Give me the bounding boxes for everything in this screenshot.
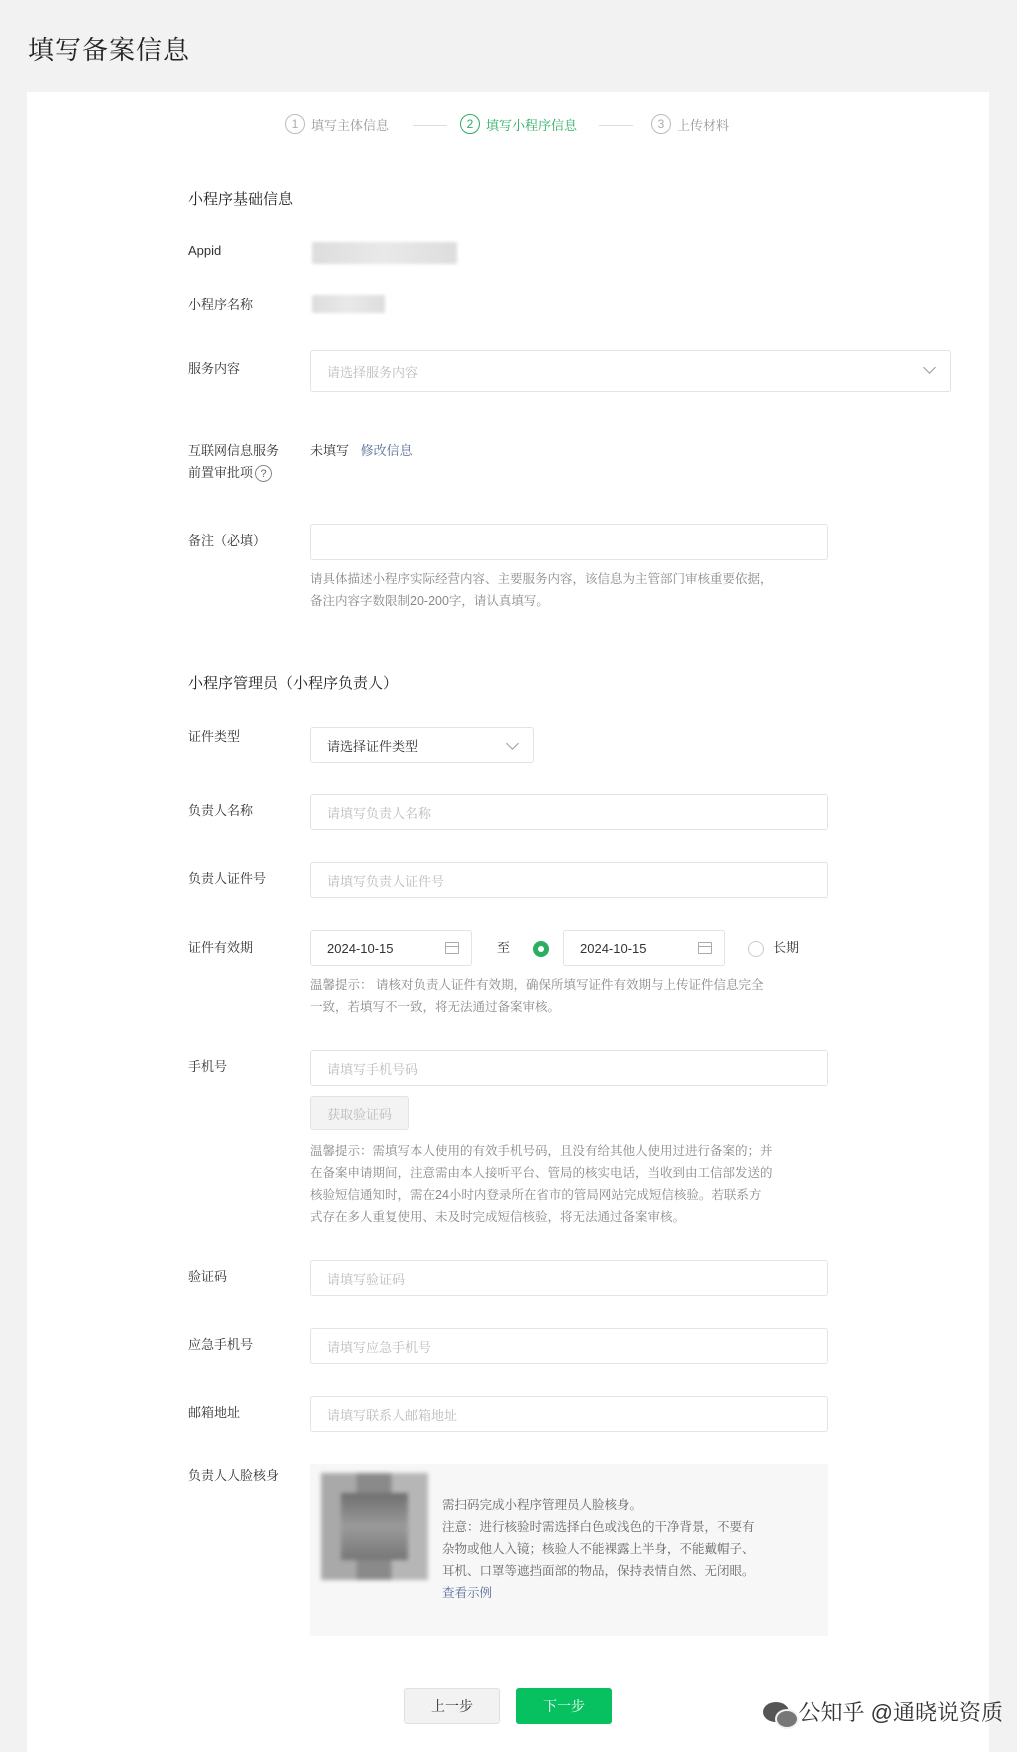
face-line-2: 注意：进行核验时需选择白色或浅色的干净背景，不要有 xyxy=(442,1520,755,1534)
footer-watermark xyxy=(763,1696,1003,1727)
approval-status-row xyxy=(310,440,413,462)
face-line-3: 杂物或他人入镜；核验人不能裸露上半身，不能戴帽子、 xyxy=(442,1542,755,1556)
phone-hint-line3: 核验短信通知时，需在24小时内登录所在省市的管局网站完成短信核验。若联系方 xyxy=(310,1188,762,1202)
owner-name-placeholder: 请填写负责人名称 xyxy=(327,805,432,821)
step-2-label: 填写小程序信息 xyxy=(486,117,578,133)
approval-label-line1: 互联网信息服务 xyxy=(188,443,280,458)
face-verify-panel xyxy=(310,1464,828,1636)
remark-hint-line2: 备注内容字数限制20-200字，请认真填写。 xyxy=(310,594,549,608)
chevron-down-icon xyxy=(506,737,519,750)
validity-hint-line2: 一致，若填写不一致，将无法通过备案审核。 xyxy=(310,1000,561,1014)
owner-id-label: 负责人证件号 xyxy=(188,871,267,886)
section-admin-title: 小程序管理员（小程序负责人） xyxy=(188,675,399,692)
emergency-phone-input[interactable] xyxy=(310,1328,828,1364)
appid-label: Appid xyxy=(188,243,222,258)
service-select[interactable] xyxy=(310,350,951,392)
phone-hint-line1: 温馨提示：需填写本人使用的有效手机号码，且没有给其他人使用过进行备案的；并 xyxy=(310,1144,773,1158)
owner-name-input[interactable] xyxy=(310,794,828,830)
calendar-icon xyxy=(698,942,712,954)
face-example-link[interactable]: 查看示例 xyxy=(442,1586,493,1600)
app-name-value-blurred xyxy=(312,295,385,313)
remark-hint-line1: 请具体描述小程序实际经营内容、主要服务内容，该信息为主管部门审核重要依据， xyxy=(310,572,773,586)
step-divider xyxy=(599,125,633,126)
step-1-number: 1 xyxy=(285,114,305,134)
long-term-label: 长期 xyxy=(773,940,800,955)
page-title: 填写备案信息 xyxy=(28,35,191,65)
phone-label: 手机号 xyxy=(188,1059,228,1074)
approval-label-text: 前置审批项 xyxy=(188,465,254,480)
date-end-input[interactable] xyxy=(563,930,725,966)
calendar-icon xyxy=(445,942,459,954)
owner-id-input[interactable] xyxy=(310,862,828,898)
remark-input[interactable] xyxy=(310,524,828,560)
emergency-phone-placeholder: 请填写应急手机号 xyxy=(327,1339,432,1355)
next-button[interactable]: 下一步 xyxy=(516,1688,612,1724)
date-start-value: 2024-10-15 xyxy=(327,940,394,956)
code-label: 验证码 xyxy=(188,1269,228,1284)
get-code-button[interactable]: 获取验证码 xyxy=(310,1096,409,1130)
help-icon[interactable]: ? xyxy=(255,465,272,482)
approval-status: 未填写 xyxy=(310,443,350,458)
qr-code-blurred xyxy=(321,1473,428,1580)
chevron-down-icon xyxy=(923,361,936,374)
id-type-value: 请选择证件类型 xyxy=(327,738,419,754)
owner-id-placeholder: 请填写负责人证件号 xyxy=(327,873,445,889)
face-verify-text xyxy=(442,1494,802,1604)
step-3 xyxy=(651,114,729,134)
face-line-4: 耳机、口罩等遮挡面部的物品，保持表情自然、无闭眼。 xyxy=(442,1564,755,1578)
service-placeholder: 请选择服务内容 xyxy=(327,364,419,380)
code-input[interactable] xyxy=(310,1260,828,1296)
prev-button[interactable]: 上一步 xyxy=(404,1688,500,1724)
emergency-phone-label: 应急手机号 xyxy=(188,1337,254,1352)
step-2 xyxy=(460,114,577,134)
step-1 xyxy=(285,114,389,134)
wechat-icon xyxy=(763,1702,789,1722)
phone-hint-line2: 在备案申请期间，注意需由本人接听平台、管局的核实电话，当收到由工信部发送的 xyxy=(310,1166,773,1180)
id-type-select[interactable] xyxy=(310,727,534,763)
app-name-label: 小程序名称 xyxy=(188,297,254,312)
stepper xyxy=(27,114,989,144)
email-label: 邮箱地址 xyxy=(188,1405,241,1420)
id-type-label: 证件类型 xyxy=(188,729,241,744)
step-2-number: 2 xyxy=(460,114,480,134)
phone-hint-line4: 式存在多人重复使用、未及时完成短信核验，将无法通过备案审核。 xyxy=(310,1210,686,1224)
email-input[interactable] xyxy=(310,1396,828,1432)
approval-label-line2 xyxy=(188,462,272,484)
remark-label: 备注（必填） xyxy=(188,533,267,548)
section-basic-title: 小程序基础信息 xyxy=(188,191,294,208)
appid-value-blurred xyxy=(312,242,457,264)
phone-placeholder: 请填写手机号码 xyxy=(327,1061,419,1077)
approval-edit-link[interactable]: 修改信息 xyxy=(360,443,413,458)
email-placeholder: 请填写联系人邮箱地址 xyxy=(327,1407,458,1423)
validity-label: 证件有效期 xyxy=(188,940,254,955)
date-start-input[interactable] xyxy=(310,930,472,966)
step-1-label: 填写主体信息 xyxy=(311,117,390,133)
date-end-value: 2024-10-15 xyxy=(580,940,647,956)
date-end-radio[interactable] xyxy=(533,941,549,957)
step-3-number: 3 xyxy=(651,114,671,134)
to-label: 至 xyxy=(497,940,511,955)
long-term-radio[interactable] xyxy=(748,941,764,957)
owner-name-label: 负责人名称 xyxy=(188,803,254,818)
validity-hint-line1: 温馨提示： 请核对负责人证件有效期，确保所填写证件有效期与上传证件信息完全 xyxy=(310,978,764,992)
service-label: 服务内容 xyxy=(188,361,241,376)
step-divider xyxy=(413,125,447,126)
face-verify-label: 负责人人脸核身 xyxy=(188,1468,280,1483)
code-placeholder: 请填写验证码 xyxy=(327,1271,406,1287)
step-3-label: 上传材料 xyxy=(677,117,730,133)
face-line-1: 需扫码完成小程序管理员人脸核身。 xyxy=(442,1498,643,1512)
footer-text: 公知乎 @通晓说资质 xyxy=(798,1700,1003,1725)
phone-input[interactable] xyxy=(310,1050,828,1086)
